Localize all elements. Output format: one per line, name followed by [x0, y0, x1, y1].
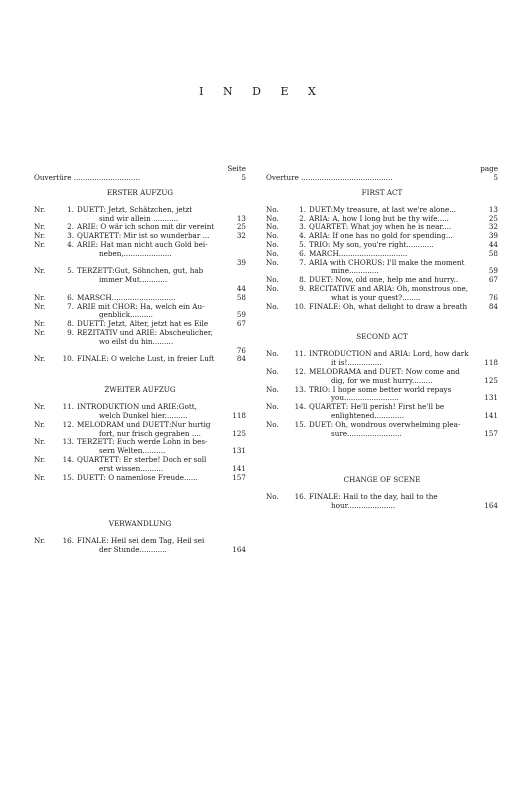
entry-title-line: der Stunde............ [99, 546, 167, 555]
entry-title-line: neben,..................... [99, 249, 172, 258]
entry-title [309, 232, 472, 241]
entry-title-line: INTRODUCTION and ARIA: Lord, how dark [309, 350, 469, 359]
section-heading: SECOND ACT [356, 332, 408, 342]
entry-title-line: ARIE: Hat man nicht auch Gold bei- [77, 240, 208, 249]
entry-page: 131 [484, 393, 498, 403]
entry-prefix: No. [266, 204, 279, 214]
entry-prefix: Nr. [34, 319, 46, 329]
entry-title-line: ARIE: O wär ich schon mit dir vereint [77, 223, 215, 232]
entry-title [309, 368, 472, 386]
entry-page: 118 [232, 410, 246, 420]
entry-number: 8. [67, 319, 74, 329]
entry-page: 125 [484, 375, 498, 385]
entry-page: 131 [232, 446, 246, 456]
entry-prefix: No. [266, 283, 279, 293]
entry-number: 4. [67, 239, 74, 249]
entry-title [309, 223, 472, 232]
entry-number: 14. [62, 454, 74, 464]
entry-prefix: Nr. [34, 266, 46, 276]
section-spacer [266, 438, 498, 476]
entry-title [309, 285, 472, 303]
entry-title [77, 438, 220, 456]
entry-number: 3. [67, 231, 74, 241]
entry-title-line: FINALE: Oh, what delight to draw a breath [309, 302, 468, 311]
entry-title [77, 355, 220, 364]
entry-title [77, 303, 220, 321]
entry-title-line: FINALE: O welche Lust, in freier Luft [77, 355, 215, 364]
entry-page: 39 [236, 257, 246, 267]
entry-title [77, 241, 220, 267]
entry-title-line: enlightened............. [331, 411, 405, 420]
entry-title [77, 456, 220, 474]
page-column-header: Seite [227, 164, 246, 173]
entry-title-line: MARCH.............................. [309, 249, 408, 258]
entry-title-line: ARIA: A, how I long but be thy wife..... [309, 214, 449, 223]
entry-title [309, 241, 472, 250]
entry-prefix: Nr. [34, 222, 46, 232]
entry-number: 1. [299, 204, 306, 214]
entry-prefix: No. [266, 384, 279, 394]
index-entry [34, 223, 246, 232]
entry-title-line [77, 259, 220, 268]
entry-page: 67 [236, 319, 246, 329]
entry-prefix: Nr. [34, 301, 46, 311]
overture-entry [266, 174, 498, 183]
entry-page: 44 [488, 239, 498, 249]
entry-prefix: Nr. [34, 536, 46, 546]
entry-number: 13. [294, 384, 306, 394]
entry-number: 9. [299, 283, 306, 293]
entry-title-line: genblick.......... [99, 311, 153, 320]
overture-title: Overture ........................................ [266, 174, 393, 182]
index-entry [34, 421, 246, 439]
entry-number: 8. [299, 275, 306, 285]
index-entry [34, 456, 246, 474]
entry-prefix: Nr. [34, 454, 46, 464]
entry-prefix: Nr. [34, 231, 46, 241]
entry-title-line: immer Mut............ [99, 276, 168, 285]
entry-title-line: QUARTETT: Er sterbe! Doch er soll [77, 455, 207, 464]
entry-title-line: erst wissen.......... [99, 464, 164, 473]
entry-title-line: TRIO: I hope some better world repays [309, 385, 452, 394]
entry-page: 118 [484, 358, 498, 368]
entry-number: 2. [299, 213, 306, 223]
entry-number: 3. [299, 222, 306, 232]
entry-title-line: mine............. [331, 267, 379, 276]
entry-page: 84 [488, 301, 498, 311]
entry-prefix: Nr. [34, 327, 46, 337]
entry-title [309, 403, 472, 421]
index-entry [34, 403, 246, 421]
entry-page: 125 [232, 428, 246, 438]
index-entry [266, 303, 498, 312]
index-entry [34, 537, 246, 555]
entry-page: 76 [236, 345, 246, 355]
entry-number: 16. [62, 536, 74, 546]
index-entry [266, 403, 498, 421]
entry-page: 164 [484, 501, 498, 511]
entry-number: 1. [67, 204, 74, 214]
entry-title-line: you........................ [331, 394, 399, 403]
entry-title [77, 294, 220, 303]
overture-entry [34, 174, 246, 183]
entry-title-line: sure........................ [331, 429, 402, 438]
entry-title-line: INTRODUKTION und ARIE:Gott, [77, 403, 197, 412]
index-entry [266, 285, 498, 303]
entry-title-line: TERZETT:Gut, Söhnchen, gut, hab [77, 267, 204, 276]
entry-page: 58 [236, 292, 246, 302]
entry-title [77, 537, 220, 555]
entry-number: 16. [294, 492, 306, 502]
entry-prefix: No. [266, 231, 279, 241]
entry-page: 25 [236, 222, 246, 232]
entry-title-line: MARSCH............................ [77, 293, 176, 302]
entry-title [309, 276, 472, 285]
entry-page: 157 [484, 428, 498, 438]
entry-title-line: DUETT: Jetzt, Alter, jetzt hat es Eile [77, 320, 209, 329]
entry-prefix: Nr. [34, 472, 46, 482]
entry-number: 7. [67, 301, 74, 311]
entry-title-line: FINALE: Hail to the day, hail to the [309, 493, 438, 502]
index-entry [266, 368, 498, 386]
entry-title-line: DUET:My treasure, at last we're alone... [309, 205, 457, 214]
section-heading: VERWANDLUNG [108, 519, 172, 529]
index-entry [266, 421, 498, 439]
entry-prefix: No. [266, 248, 279, 258]
entry-title [309, 493, 472, 511]
entry-page: 39 [488, 231, 498, 241]
entry-prefix: Nr. [34, 437, 46, 447]
entry-number: 11. [294, 349, 306, 359]
index-entry [34, 329, 246, 355]
section-heading: ERSTER AUFZUG [106, 187, 174, 197]
entry-title-line: TERZETT: Euch werde Lohn in bes- [77, 438, 208, 447]
entry-page: 84 [236, 354, 246, 364]
entry-page: 44 [236, 283, 246, 293]
entry-page: 32 [488, 222, 498, 232]
index-entry [266, 350, 498, 368]
index-entry [34, 294, 246, 303]
entry-prefix: Nr. [34, 419, 46, 429]
entry-title [77, 267, 220, 293]
entry-title-line [77, 347, 220, 356]
entry-title-line: FINALE: Heil sei dem Tag, Heil sei [77, 537, 205, 546]
entry-number: 14. [294, 402, 306, 412]
index-entry [34, 320, 246, 329]
index-entry [34, 303, 246, 321]
entry-number: 12. [62, 419, 74, 429]
index-entry [34, 474, 246, 483]
entry-prefix: No. [266, 492, 279, 502]
entry-number: 7. [299, 257, 306, 267]
entry-number: 11. [62, 402, 74, 412]
entry-page: 59 [488, 266, 498, 276]
entry-title-line: QUARTET: He'll perish! First he'll be [309, 403, 445, 412]
overture-page: 5 [241, 173, 246, 182]
entry-title-line: it is!............... [331, 359, 382, 368]
entry-title-line: DUETT: Jetzt, Schätzchen, jetzt [77, 205, 193, 214]
entry-title [309, 259, 472, 277]
entry-page: 67 [488, 275, 498, 285]
entry-title-line: DUETT: O namenlose Freude...... [77, 473, 198, 482]
entry-title-line: DUET: Now, old one, help me and hurry.. [309, 276, 459, 285]
entry-number: 5. [299, 239, 306, 249]
entry-title-line: MELODRAM und DUETT:Nur hurtig [77, 420, 211, 429]
index-entry [34, 232, 246, 241]
index-entry [34, 241, 246, 267]
entry-number: 13. [62, 437, 74, 447]
index-entry [266, 259, 498, 277]
entry-title-line [77, 285, 220, 294]
entry-prefix: Nr. [34, 204, 46, 214]
entry-number: 6. [299, 248, 306, 258]
entry-title-line: MELODRAMA and DUET: Now come and [309, 367, 460, 376]
section-spacer [266, 311, 498, 333]
section-spacer [34, 482, 246, 520]
entry-prefix: No. [266, 275, 279, 285]
entry-title [77, 474, 220, 483]
entry-prefix: No. [266, 349, 279, 359]
section-spacer [34, 364, 246, 386]
entry-title-line: QUARTET: What joy when he is near.... [309, 223, 452, 232]
entry-title [309, 421, 472, 439]
entry-title [77, 421, 220, 439]
index-entry [266, 386, 498, 404]
entry-number: 5. [67, 266, 74, 276]
entry-title-line: what is your quest?........ [331, 293, 421, 302]
entry-number: 15. [62, 472, 74, 482]
entry-title [77, 320, 220, 329]
entry-title [77, 403, 220, 421]
index-entry [266, 493, 498, 511]
entry-title [309, 215, 472, 224]
entry-prefix: Nr. [34, 239, 46, 249]
entry-number: 4. [299, 231, 306, 241]
entry-prefix: Nr. [34, 292, 46, 302]
entry-prefix: Nr. [34, 402, 46, 412]
page-column-header: page [480, 164, 498, 173]
entry-number: 6. [67, 292, 74, 302]
entry-prefix: No. [266, 257, 279, 267]
entry-number: 2. [67, 222, 74, 232]
german-index-column [34, 165, 246, 555]
entry-title [309, 303, 472, 312]
entry-title-line: welch Dunkel hier.......... [99, 411, 188, 420]
index-entry [34, 355, 246, 364]
entry-page: 76 [488, 292, 498, 302]
entry-title-line: wo eilst du hin......... [99, 337, 174, 346]
index-entry [34, 206, 246, 224]
entry-prefix: No. [266, 239, 279, 249]
entry-prefix: No. [266, 402, 279, 412]
section-heading: ZWEITER AUFZUG [104, 385, 176, 395]
index-entry [34, 267, 246, 293]
entry-title [309, 206, 472, 215]
entry-prefix: No. [266, 366, 279, 376]
entry-title-line: hour..................... [331, 502, 396, 511]
entry-title-line: RECITATIVE and ARIA: Oh, monstrous one, [309, 284, 468, 293]
entry-title [309, 350, 472, 368]
entry-prefix: No. [266, 301, 279, 311]
entry-title-line: TRIO: My son, you're right............ [309, 240, 434, 249]
overture-page: 5 [493, 173, 498, 182]
entry-title [77, 223, 220, 232]
entry-number: 10. [62, 354, 74, 364]
entry-prefix: No. [266, 213, 279, 223]
entry-number: 15. [294, 419, 306, 429]
entry-prefix: No. [266, 222, 279, 232]
entry-prefix: No. [266, 419, 279, 429]
entry-number: 12. [294, 366, 306, 376]
entry-number: 9. [67, 327, 74, 337]
entry-title [77, 329, 220, 355]
index-title: I N D E X [199, 85, 324, 98]
entry-title-line: sind wir allein ........... [99, 214, 179, 223]
entry-title-line: dig, for we must hurry......... [331, 376, 433, 385]
entry-title [309, 386, 472, 404]
entry-title [309, 250, 472, 259]
entry-page: 32 [236, 231, 246, 241]
overture-title: Ouvertüre ............................. [34, 174, 141, 182]
entry-page: 13 [236, 213, 246, 223]
entry-title [77, 232, 220, 241]
entry-page: 141 [484, 410, 498, 420]
entry-page: 141 [232, 463, 246, 473]
entry-title-line: ARIA: If one has no gold for spending... [309, 232, 453, 241]
entry-number: 10. [294, 301, 306, 311]
entry-page: 59 [236, 310, 246, 320]
entry-page: 13 [488, 204, 498, 214]
entry-title-line: QUARTETT: Mir ist so wunderbar ... [77, 232, 210, 241]
english-index-column [266, 165, 498, 511]
entry-title [77, 206, 220, 224]
section-heading: CHANGE OF SCENE [343, 475, 421, 485]
entry-title-line: ARIA with CHORUS: I'll make the moment [309, 258, 465, 267]
entry-prefix: Nr. [34, 354, 46, 364]
entry-page: 164 [232, 545, 246, 555]
entry-page: 25 [488, 213, 498, 223]
entry-title-line: REZITATIV und ARIE: Abscheulicher, [77, 328, 213, 337]
entry-title-line: ARIE mit CHOR: Ha, welch ein Au- [77, 302, 205, 311]
entry-title-line: sern Welten.......... [99, 447, 166, 456]
entry-title-line: fort, nur frisch gegraben .... [99, 429, 201, 438]
entry-page: 58 [488, 248, 498, 258]
entry-title-line: DUET: Oh, wondrous overwhelming plea- [309, 420, 461, 429]
index-entry [34, 438, 246, 456]
section-heading: FIRST ACT [361, 187, 403, 197]
entry-page: 157 [232, 472, 246, 482]
